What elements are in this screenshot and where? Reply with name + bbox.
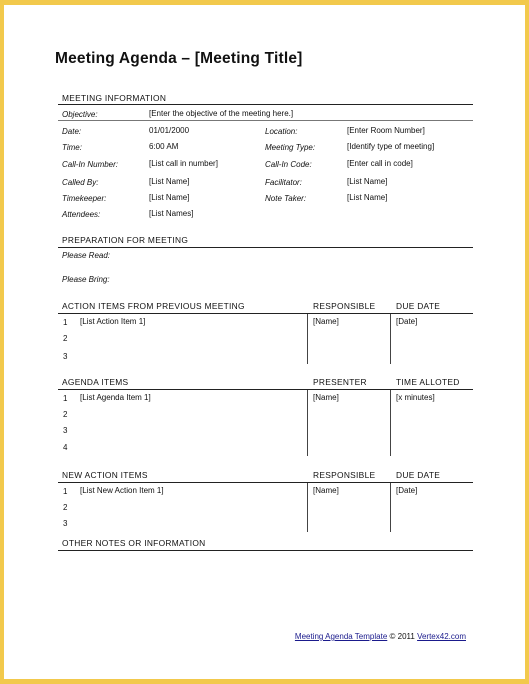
agenda-item[interactable]: [List Agenda Item 1] <box>80 393 151 402</box>
section-rule <box>58 482 473 483</box>
column-divider <box>307 390 308 456</box>
objective-rule <box>58 120 473 121</box>
site-link[interactable]: Vertex42.com <box>417 632 466 641</box>
called-by-value[interactable]: [List Name] <box>149 177 190 186</box>
column-header-time-alloted: TIME ALLOTED <box>396 377 460 387</box>
presenter-value[interactable]: [Name] <box>313 393 339 402</box>
note-taker-value[interactable]: [List Name] <box>347 193 388 202</box>
section-heading-meeting-information: MEETING INFORMATION <box>62 93 167 103</box>
column-divider <box>390 483 391 532</box>
new-action-item[interactable]: [List New Action Item 1] <box>80 486 164 495</box>
section-heading-previous-actions: ACTION ITEMS FROM PREVIOUS MEETING <box>62 301 245 311</box>
date-label: Date: <box>62 127 82 136</box>
row-number: 1 <box>63 318 68 327</box>
location-label: Location: <box>265 127 298 136</box>
column-header-due-date: DUE DATE <box>396 470 441 480</box>
callin-number-label: Call-In Number: <box>62 160 119 169</box>
section-rule <box>58 389 473 390</box>
callin-number-value[interactable]: [List call in number] <box>149 159 218 168</box>
due-date-value[interactable]: [Date] <box>396 486 418 495</box>
please-bring-label: Please Bring: <box>62 275 110 284</box>
row-number: 2 <box>63 334 68 343</box>
section-rule <box>58 550 473 551</box>
due-date-value[interactable]: [Date] <box>396 317 418 326</box>
page-title: Meeting Agenda – [Meeting Title] <box>55 50 303 67</box>
responsible-value[interactable]: [Name] <box>313 486 339 495</box>
time-value[interactable]: 6:00 AM <box>149 142 179 151</box>
section-rule <box>58 313 473 314</box>
column-divider <box>307 483 308 532</box>
column-header-due-date: DUE DATE <box>396 301 441 311</box>
column-divider <box>390 390 391 456</box>
please-read-label: Please Read: <box>62 251 111 260</box>
timekeeper-label: Timekeeper: <box>62 194 107 203</box>
time-label: Time: <box>62 143 82 152</box>
called-by-label: Called By: <box>62 178 99 187</box>
column-header-responsible: RESPONSIBLE <box>313 301 376 311</box>
objective-value[interactable]: [Enter the objective of the meeting here.] <box>149 109 294 118</box>
date-value[interactable]: 01/01/2000 <box>149 126 190 135</box>
time-alloted-value[interactable]: [x minutes] <box>396 393 435 402</box>
row-number: 2 <box>63 503 68 512</box>
template-link[interactable]: Meeting Agenda Template <box>294 632 388 641</box>
facilitator-label: Facilitator: <box>265 178 302 187</box>
row-number: 4 <box>63 443 68 452</box>
meeting-type-label: Meeting Type: <box>265 143 316 152</box>
section-heading-other-notes: OTHER NOTES OR INFORMATION <box>62 538 206 548</box>
meeting-type-value[interactable]: [Identify type of meeting] <box>347 142 435 151</box>
callin-code-label: Call-In Code: <box>265 160 312 169</box>
timekeeper-value[interactable]: [List Name] <box>149 193 190 202</box>
location-value[interactable]: [Enter Room Number] <box>347 126 425 135</box>
attendees-value[interactable]: [List Names] <box>149 209 194 218</box>
facilitator-value[interactable]: [List Name] <box>347 177 388 186</box>
action-item[interactable]: [List Action Item 1] <box>80 317 146 326</box>
section-heading-preparation: PREPARATION FOR MEETING <box>62 235 189 245</box>
column-header-presenter: PRESENTER <box>313 377 367 387</box>
row-number: 3 <box>63 426 68 435</box>
row-number: 3 <box>63 352 68 361</box>
column-divider <box>307 314 308 364</box>
row-number: 1 <box>63 487 68 496</box>
callin-code-value[interactable]: [Enter call in code] <box>347 159 413 168</box>
row-number: 1 <box>63 394 68 403</box>
copyright: © 2011 <box>389 632 415 641</box>
section-heading-agenda-items: AGENDA ITEMS <box>62 377 129 387</box>
row-number: 2 <box>63 410 68 419</box>
row-number: 3 <box>63 519 68 528</box>
section-rule <box>58 247 473 248</box>
attendees-label: Attendees: <box>62 210 101 219</box>
objective-label: Objective: <box>62 110 98 119</box>
note-taker-label: Note Taker: <box>265 194 307 203</box>
footer <box>295 632 466 641</box>
section-heading-new-actions: NEW ACTION ITEMS <box>62 470 148 480</box>
responsible-value[interactable]: [Name] <box>313 317 339 326</box>
section-rule <box>58 104 473 105</box>
column-divider <box>390 314 391 364</box>
column-header-responsible: RESPONSIBLE <box>313 470 376 480</box>
